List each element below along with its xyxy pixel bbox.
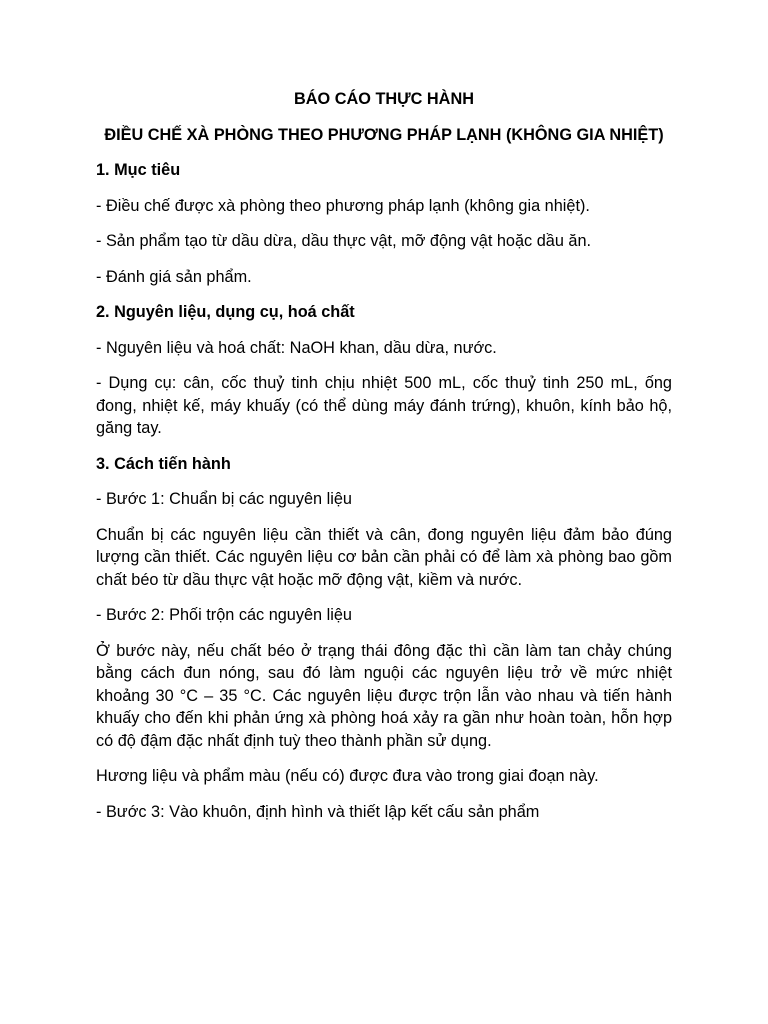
step-2-label: - Bước 2: Phối trộn các nguyên liệu: [96, 606, 352, 624]
step-1-paragraph: Chuẩn bị các nguyên liệu cần thiết và cân, đong nguyên liệu đảm bảo đúng lượng cần thiết. Các nguyên liệu cơ bản cần phải có để làm xà phòng bao gồm chất béo từ dầu thực vật hoặc mỡ động vật, kiềm và nước.: [96, 525, 672, 589]
step-2-paragraph: Ở bước này, nếu chất béo ở trạng thái đông đặc thì cần làm tan chảy chúng bằng cách đun nóng, sau đó làm nguội các nguyên liệu trở về mức nhiệt khoảng 30 °C – 35 °C. Các nguyên liệu được trộn lẫn vào nhau và tiến hành khuấy cho đến khi phản ứng xà phòng hoá xảy ra gần như hoàn toàn, hỗn hợp có độ đậm đặc nhất định tuỳ theo thành phần sử dụng.: [96, 641, 672, 750]
objective-item: - Sản phẩm tạo từ dầu dừa, dầu thực vật, mỡ động vật hoặc dầu ăn.: [96, 232, 592, 250]
document-page: [96, 88, 672, 836]
section-heading-procedure: 3. Cách tiến hành: [96, 454, 231, 473]
step-3-label: - Bước 3: Vào khuôn, định hình và thiết lập kết cấu sản phẩm: [96, 802, 540, 821]
document-title: BÁO CÁO THỰC HÀNH: [294, 90, 474, 108]
objective-item: - Đánh giá sản phẩm.: [96, 267, 252, 286]
section-heading-objectives: 1. Mục tiêu: [96, 161, 181, 179]
section-heading-materials: 2. Nguyên liệu, dụng cụ, hoá chất: [96, 303, 355, 321]
step-2-note: Hương liệu và phẩm màu (nếu có) được đưa vào trong giai đoạn này.: [96, 767, 599, 785]
equipment-paragraph: - Dụng cụ: cân, cốc thuỷ tinh chịu nhiệt 500 mL, cốc thuỷ tinh 250 mL, ống đong, nhiệt kế, máy khuấy (có thể dùng máy đánh trứng), khuôn, kính bảo hộ, găng tay.: [96, 374, 672, 437]
document-subtitle: ĐIỀU CHẾ XÀ PHÒNG THEO PHƯƠNG PHÁP LẠNH (KHÔNG GIA NHIỆT): [104, 125, 664, 144]
step-1-label: - Bước 1: Chuẩn bị các nguyên liệu: [96, 490, 352, 508]
objective-item: - Điều chế được xà phòng theo phương pháp lạnh (không gia nhiệt).: [96, 196, 590, 215]
materials-paragraph: - Nguyên liệu và hoá chất: NaOH khan, dầu dừa, nước.: [96, 338, 497, 357]
